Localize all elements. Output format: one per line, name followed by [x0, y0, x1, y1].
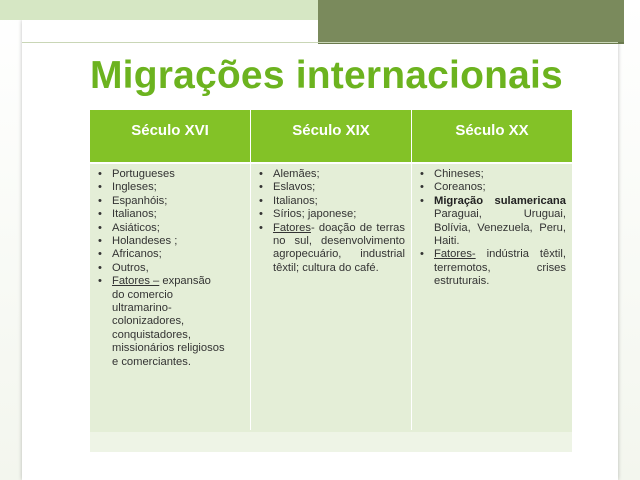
list-item: • Chineses; [416, 168, 566, 181]
header-seculo-xvi: Século XVI [90, 110, 251, 162]
fatores-label: Fatores – [112, 275, 160, 288]
cell-seculo-xvi [90, 164, 251, 430]
migracao-text: Paraguai, Uruguai, Bolívia, Venezuela, Peru, Haiti. [434, 208, 566, 248]
page-title: Migrações internacionais [90, 54, 563, 97]
top-right-decoration [318, 0, 624, 44]
fatores-line: missionários religiosos [112, 342, 225, 355]
list-item: • Italianos; [255, 195, 405, 208]
list-item-migracao [416, 195, 566, 249]
table-footer-row [90, 432, 572, 452]
list-item: • Portugueses [94, 168, 244, 181]
fatores-text: expansão [159, 275, 211, 288]
fatores-line: do comercio [112, 288, 173, 301]
list-item: • Eslavos; [255, 181, 405, 194]
fatores-line: e comerciantes. [112, 355, 191, 368]
fatores-text: - doação de terras no sul, desenvolvimento agropecuário, industrial têxtil; cultura do café. [273, 221, 405, 274]
list-item: • Ingleses; [94, 181, 244, 194]
fatores-text: indústria têxtil, terremotos, crises estruturais. [434, 248, 566, 288]
cell-seculo-xx [412, 164, 572, 430]
fatores-line: colonizadores, [112, 315, 185, 328]
list-item: • Africanos; [94, 248, 244, 261]
fatores-label: Fatores- [434, 248, 476, 261]
fatores-line: conquistadores, [112, 328, 191, 341]
decoration-line [22, 42, 618, 43]
list-item: • Asiáticos; [94, 222, 244, 235]
header-seculo-xx: Século XX [455, 122, 529, 139]
header-seculo-xix: Século XIX [251, 110, 412, 162]
cell-seculo-xix [251, 164, 412, 430]
list-item: • Sírios; japonese; [255, 208, 405, 221]
table-header-row [90, 110, 572, 162]
fatores-label: Fatores [273, 221, 311, 234]
list-item-fatores [255, 222, 405, 276]
migration-table [90, 110, 572, 450]
list-item: • Coreanos; [416, 181, 566, 194]
table-body-row [90, 162, 572, 432]
fatores-line: ultramarino- [112, 302, 172, 315]
list-item: • Holandeses ; [94, 235, 244, 248]
list-item: • Italianos; [94, 208, 244, 221]
list-item: • Outros, [94, 262, 244, 275]
list-seculo-xx [416, 168, 566, 289]
list-seculo-xvi [94, 168, 244, 369]
list-item-fatores [94, 275, 244, 369]
migracao-label: Migração sulamericana [434, 194, 566, 207]
list-item-fatores [416, 248, 566, 288]
list-item: • Espanhóis; [94, 195, 244, 208]
list-seculo-xix [255, 168, 405, 275]
list-item: • Alemães; [255, 168, 405, 181]
